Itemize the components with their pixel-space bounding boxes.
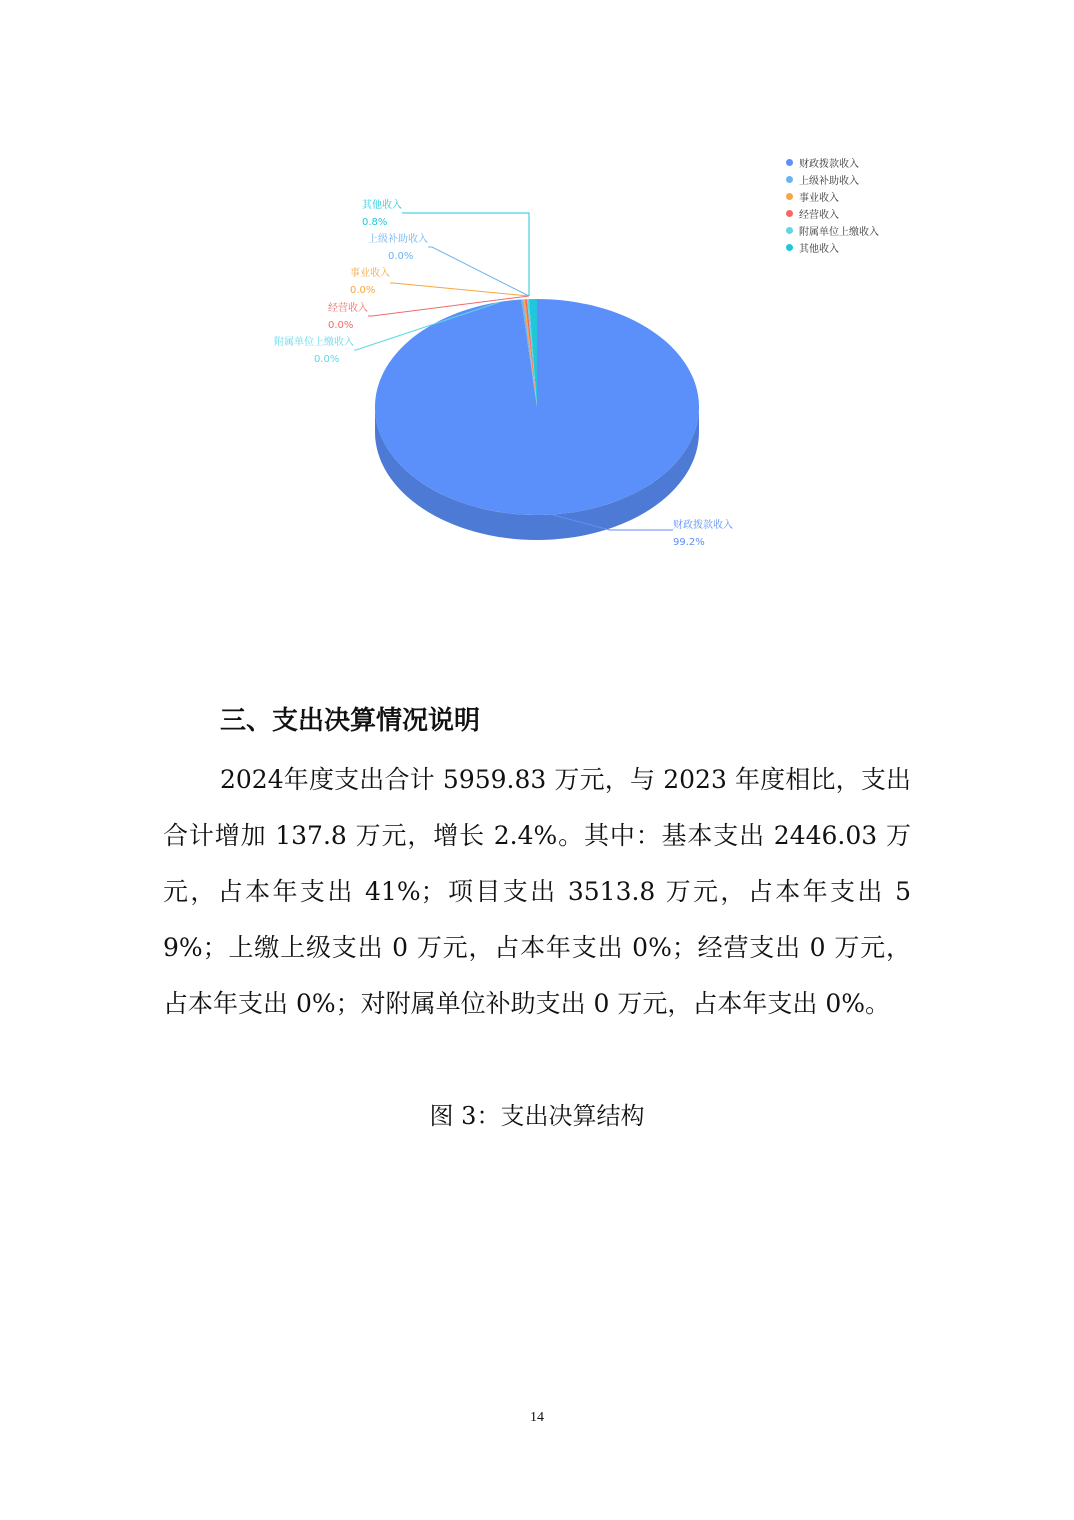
legend-label: 上级补助收入 bbox=[799, 176, 859, 187]
legend-dot bbox=[786, 176, 793, 183]
slice-value-0: 99.2% bbox=[673, 537, 705, 548]
leader-line-1 bbox=[428, 247, 529, 296]
slice-label-5: 其他收入 bbox=[362, 200, 402, 211]
legend-label: 财政拨款收入 bbox=[799, 159, 859, 170]
legend-dot bbox=[786, 193, 793, 200]
figure-caption: 图 3：支出决算结构 bbox=[429, 1102, 645, 1130]
section-heading: 三、支出决算情况说明 bbox=[220, 706, 481, 736]
slice-value-4: 0.0% bbox=[314, 354, 340, 365]
legend-dot bbox=[786, 159, 793, 166]
legend-label: 其他收入 bbox=[799, 244, 839, 255]
legend-item bbox=[786, 171, 879, 188]
pie-tops bbox=[375, 299, 699, 515]
legend-label: 经营收入 bbox=[799, 210, 839, 221]
chart-legend bbox=[786, 154, 879, 256]
legend-item bbox=[786, 154, 879, 171]
slice-label-3: 经营收入 bbox=[328, 303, 368, 314]
slice-value-3: 0.0% bbox=[328, 320, 354, 331]
slice-value-2: 0.0% bbox=[350, 285, 376, 296]
slice-label-1: 上级补助收入 bbox=[368, 234, 428, 245]
slice-value-5: 0.8% bbox=[362, 217, 388, 228]
page-number: 14 bbox=[530, 1410, 544, 1425]
leader-line-5 bbox=[402, 213, 529, 296]
slice-label-2: 事业收入 bbox=[350, 268, 390, 279]
legend-label: 附属单位上缴收入 bbox=[799, 227, 879, 238]
slice-label-0: 财政拨款收入 bbox=[673, 520, 733, 531]
legend-dot bbox=[786, 210, 793, 217]
legend-item bbox=[786, 188, 879, 205]
legend-dot bbox=[786, 227, 793, 234]
slice-label-4: 附属单位上缴收入 bbox=[274, 337, 354, 348]
legend-item bbox=[786, 205, 879, 222]
legend-item bbox=[786, 239, 879, 256]
legend-dot bbox=[786, 244, 793, 251]
slice-value-1: 0.0% bbox=[388, 251, 414, 262]
pie-chart bbox=[0, 0, 1074, 620]
legend-label: 事业收入 bbox=[799, 193, 839, 204]
body-paragraph: 2024年度支出合计 5959.83 万元，与 2023 年度相比，支出合计增加 137.8 万元，增长 2.4%。其中：基本支出 2446.03 万元，占本年支出 41%；项目支出 3513.8 万元，占本年支出 59%；上缴上级支出 0 万元，占本年支出 0%；经营支出 0 万元，占本年支出 0%；对附属单位补助支出 0 万元，占本年支出 0%。 bbox=[163, 765, 911, 1018]
legend-item bbox=[786, 222, 879, 239]
pie-slice-0 bbox=[375, 299, 699, 515]
